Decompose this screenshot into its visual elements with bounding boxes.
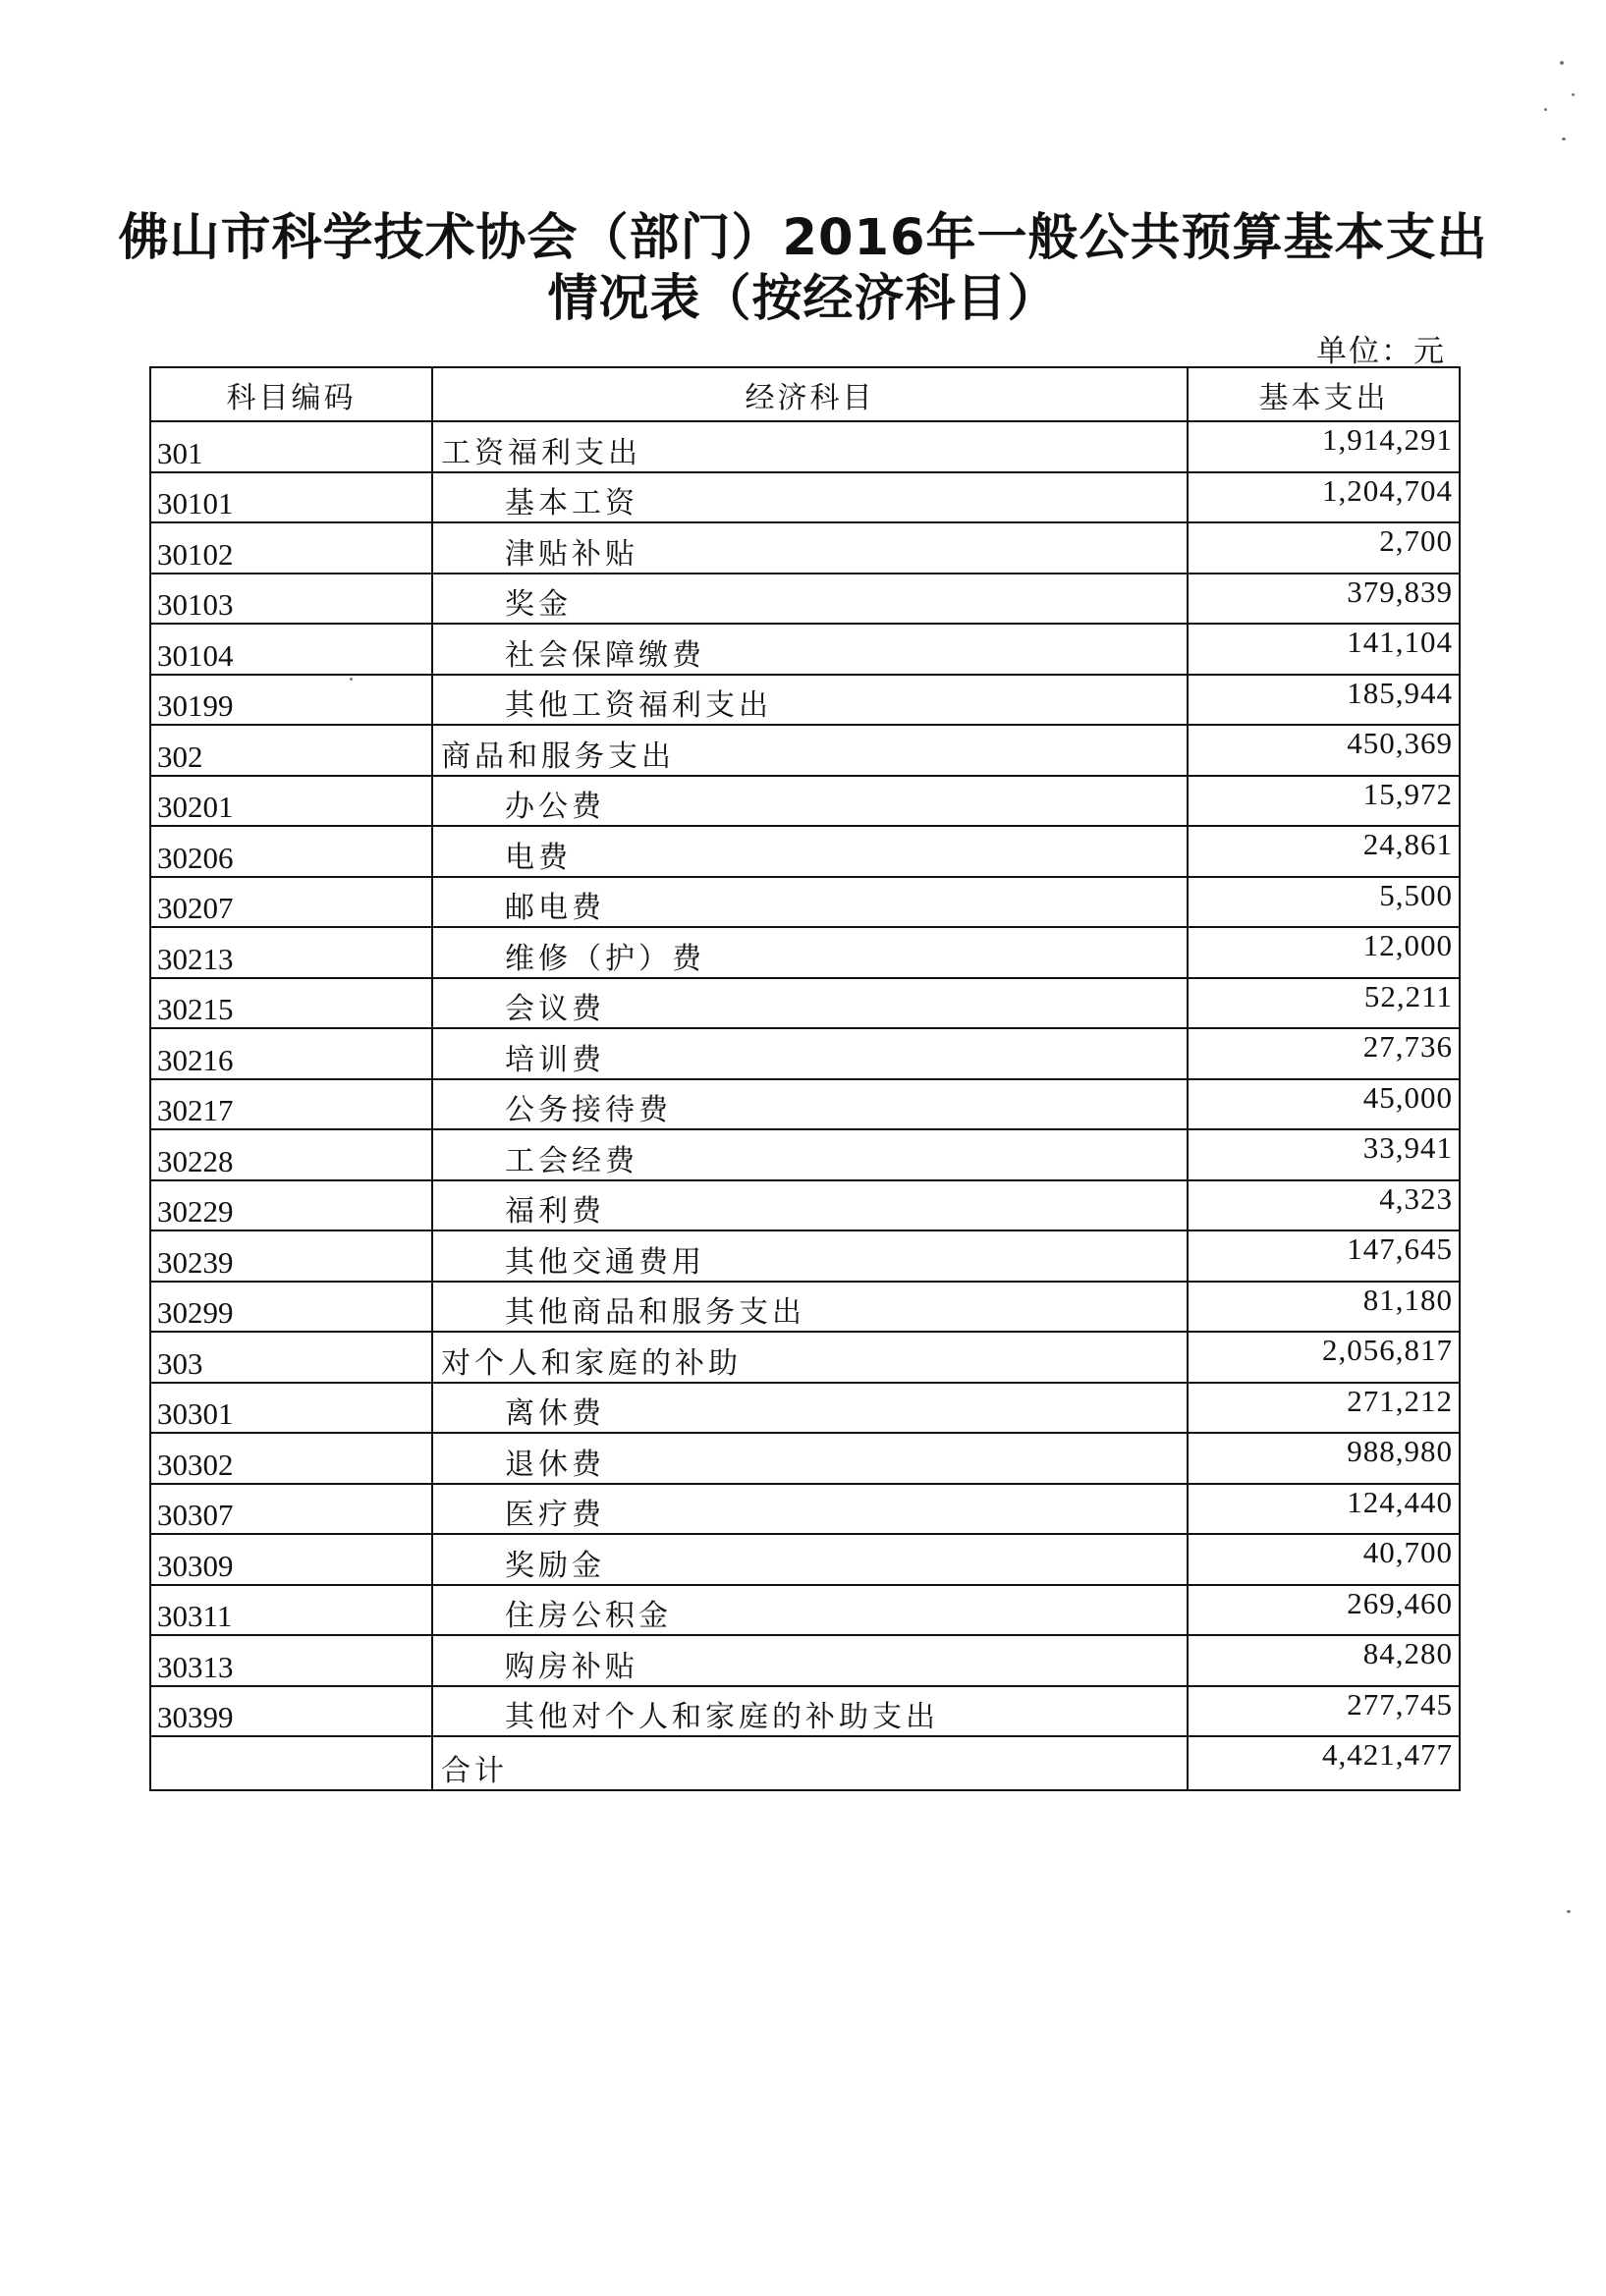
row-amount: 185,944	[1188, 675, 1460, 726]
header-code: 科目编码	[150, 367, 432, 421]
row-code: 30307	[150, 1484, 432, 1535]
table-row	[150, 574, 1460, 625]
table-row	[150, 472, 1460, 523]
row-subject: 商品和服务支出	[432, 725, 1188, 776]
row-amount: 81,180	[1188, 1282, 1460, 1333]
row-amount: 1,914,291	[1188, 421, 1460, 472]
total-code	[150, 1736, 432, 1790]
table-row	[150, 1433, 1460, 1484]
row-subject: 离休费	[432, 1383, 1188, 1434]
total-label: 合计	[432, 1736, 1188, 1790]
row-code: 30301	[150, 1383, 432, 1434]
row-subject: 其他工资福利支出	[432, 675, 1188, 726]
row-code: 30216	[150, 1028, 432, 1079]
table-row	[150, 725, 1460, 776]
row-code: 30239	[150, 1230, 432, 1282]
row-code: 303	[150, 1332, 432, 1383]
row-code: 30207	[150, 877, 432, 928]
row-code: 301	[150, 421, 432, 472]
row-subject: 工资福利支出	[432, 421, 1188, 472]
scan-speck	[1567, 1910, 1571, 1913]
row-subject: 医疗费	[432, 1484, 1188, 1535]
scan-speck	[1562, 137, 1566, 140]
table-row	[150, 1129, 1460, 1180]
row-code: 302	[150, 725, 432, 776]
row-code: 30228	[150, 1129, 432, 1180]
row-amount: 147,645	[1188, 1230, 1460, 1282]
table-row	[150, 421, 1460, 472]
table-header	[150, 367, 1460, 421]
row-code: 30199	[150, 675, 432, 726]
row-code: 30201	[150, 776, 432, 827]
table-row	[150, 1180, 1460, 1231]
table-row	[150, 1585, 1460, 1636]
header-amount: 基本支出	[1188, 367, 1460, 421]
table-row	[150, 624, 1460, 675]
row-code: 30302	[150, 1433, 432, 1484]
table-row	[150, 1534, 1460, 1585]
scan-speck	[350, 678, 353, 681]
row-amount: 450,369	[1188, 725, 1460, 776]
table-row	[150, 1686, 1460, 1737]
table-row	[150, 522, 1460, 574]
row-amount: 5,500	[1188, 877, 1460, 928]
row-amount: 2,056,817	[1188, 1332, 1460, 1383]
table-row	[150, 1635, 1460, 1686]
row-code: 30217	[150, 1079, 432, 1130]
row-amount: 269,460	[1188, 1585, 1460, 1636]
row-code: 30229	[150, 1180, 432, 1231]
table-row	[150, 1332, 1460, 1383]
row-code: 30206	[150, 826, 432, 877]
row-amount: 45,000	[1188, 1079, 1460, 1130]
header-name: 经济科目	[432, 367, 1188, 421]
table-row	[150, 1230, 1460, 1282]
table-row	[150, 927, 1460, 978]
row-subject: 会议费	[432, 978, 1188, 1029]
row-subject: 购房补贴	[432, 1635, 1188, 1686]
row-amount: 277,745	[1188, 1686, 1460, 1737]
row-amount: 4,323	[1188, 1180, 1460, 1231]
total-amount: 4,421,477	[1188, 1736, 1460, 1790]
row-subject: 其他对个人和家庭的补助支出	[432, 1686, 1188, 1737]
row-subject: 福利费	[432, 1180, 1188, 1231]
page-title: 佛山市科学技术协会（部门）2016年一般公共预算基本支出	[118, 209, 1488, 267]
row-subject: 津贴补贴	[432, 522, 1188, 574]
table-row	[150, 1028, 1460, 1079]
row-subject: 电费	[432, 826, 1188, 877]
row-amount: 33,941	[1188, 1129, 1460, 1180]
scan-speck	[1560, 61, 1564, 65]
row-subject: 奖励金	[432, 1534, 1188, 1585]
row-code: 30309	[150, 1534, 432, 1585]
row-code: 30104	[150, 624, 432, 675]
table-row	[150, 877, 1460, 928]
row-subject: 社会保障缴费	[432, 624, 1188, 675]
unit-label	[1316, 326, 1446, 370]
row-amount: 988,980	[1188, 1433, 1460, 1484]
row-subject: 奖金	[432, 574, 1188, 625]
row-subject: 工会经费	[432, 1129, 1188, 1180]
row-amount: 84,280	[1188, 1635, 1460, 1686]
table-row	[150, 978, 1460, 1029]
table-row	[150, 675, 1460, 726]
row-amount: 12,000	[1188, 927, 1460, 978]
budget-table	[149, 366, 1461, 1791]
row-code: 30299	[150, 1282, 432, 1333]
header-row	[150, 367, 1460, 421]
row-subject: 邮电费	[432, 877, 1188, 928]
row-code: 30399	[150, 1686, 432, 1737]
row-amount: 15,972	[1188, 776, 1460, 827]
row-code: 30102	[150, 522, 432, 574]
row-amount: 40,700	[1188, 1534, 1460, 1585]
table-body	[150, 421, 1460, 1736]
row-amount: 379,839	[1188, 574, 1460, 625]
table-row	[150, 776, 1460, 827]
table-row	[150, 1282, 1460, 1333]
scan-speck	[1544, 108, 1547, 111]
row-amount: 52,211	[1188, 978, 1460, 1029]
unit-label-text: 单位：元	[1316, 334, 1446, 369]
table-row	[150, 1484, 1460, 1535]
row-amount: 124,440	[1188, 1484, 1460, 1535]
row-subject: 其他商品和服务支出	[432, 1282, 1188, 1333]
row-subject: 基本工资	[432, 472, 1188, 523]
row-subject: 培训费	[432, 1028, 1188, 1079]
row-code: 30313	[150, 1635, 432, 1686]
row-code: 30103	[150, 574, 432, 625]
row-code: 30213	[150, 927, 432, 978]
row-amount: 1,204,704	[1188, 472, 1460, 523]
row-subject: 维修（护）费	[432, 927, 1188, 978]
row-amount: 271,212	[1188, 1383, 1460, 1434]
total-row	[150, 1736, 1460, 1790]
row-amount: 27,736	[1188, 1028, 1460, 1079]
row-amount: 141,104	[1188, 624, 1460, 675]
table-row	[150, 1079, 1460, 1130]
table-row	[150, 826, 1460, 877]
row-subject: 公务接待费	[432, 1079, 1188, 1130]
row-code: 30311	[150, 1585, 432, 1636]
page-subtitle: 情况表（按经济科目）	[547, 270, 1059, 328]
row-subject: 其他交通费用	[432, 1230, 1188, 1282]
row-amount: 24,861	[1188, 826, 1460, 877]
row-subject: 办公费	[432, 776, 1188, 827]
row-code: 30215	[150, 978, 432, 1029]
row-code: 30101	[150, 472, 432, 523]
table-row	[150, 1383, 1460, 1434]
row-subject: 住房公积金	[432, 1585, 1188, 1636]
scan-speck	[1572, 93, 1575, 96]
row-subject: 退休费	[432, 1433, 1188, 1484]
row-subject: 对个人和家庭的补助	[432, 1332, 1188, 1383]
row-amount: 2,700	[1188, 522, 1460, 574]
table-footer	[150, 1736, 1460, 1790]
